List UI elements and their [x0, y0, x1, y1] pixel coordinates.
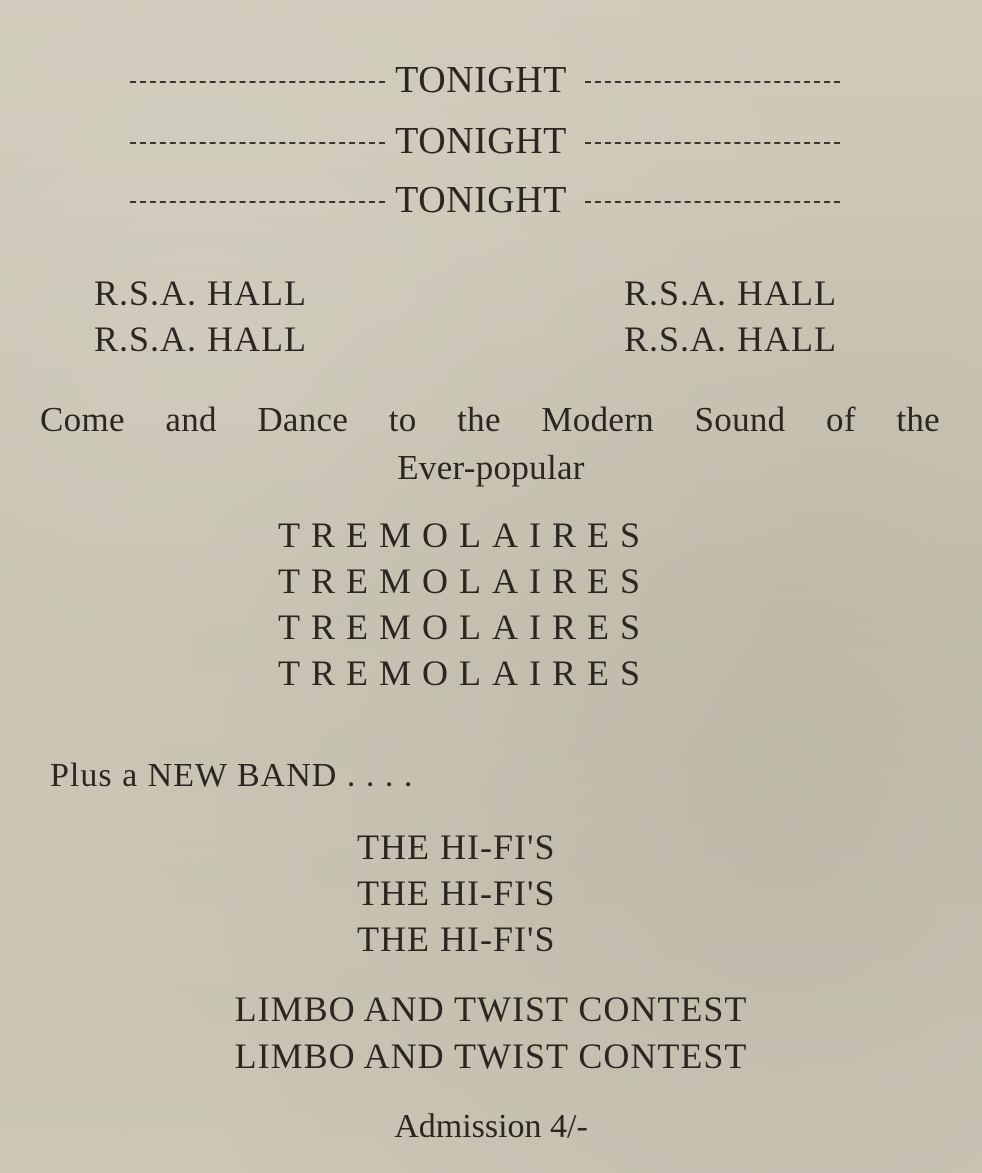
band-name-new: THE HI-FI'S	[357, 873, 556, 913]
tonight-text: TONIGHT	[395, 59, 567, 101]
tonight-row	[130, 117, 840, 165]
intro-line-1: Come and Dance to the Modern Sound of the	[40, 400, 940, 439]
tonight-row	[130, 176, 840, 224]
contest-line: LIMBO AND TWIST CONTEST	[234, 1036, 748, 1076]
dash-line	[130, 142, 385, 144]
intro-line-2: Ever-popular	[397, 448, 585, 487]
band-name-new: THE HI-FI'S	[357, 827, 556, 867]
tonight-row	[130, 56, 840, 104]
dash-line	[130, 201, 385, 203]
tonight-text: TONIGHT	[395, 179, 567, 221]
tonight-text: TONIGHT	[395, 120, 567, 162]
band-name-main: TREMOLAIRES	[278, 653, 651, 693]
dash-line	[130, 81, 385, 83]
new-band-intro: Plus a NEW BAND . . . .	[50, 757, 414, 794]
dash-line	[585, 201, 840, 203]
hall-right-2: R.S.A. HALL	[624, 319, 838, 359]
hall-left-1: R.S.A. HALL	[94, 273, 308, 313]
band-name-main: TREMOLAIRES	[278, 607, 651, 647]
hall-left-2: R.S.A. HALL	[94, 319, 308, 359]
band-name-main: TREMOLAIRES	[278, 561, 651, 601]
band-name-main: TREMOLAIRES	[278, 515, 651, 555]
hall-right-1: R.S.A. HALL	[624, 273, 838, 313]
contest-line: LIMBO AND TWIST CONTEST	[234, 989, 748, 1029]
dash-line	[585, 81, 840, 83]
admission-price: Admission 4/-	[394, 1108, 588, 1145]
band-name-new: THE HI-FI'S	[357, 919, 556, 959]
dash-line	[585, 142, 840, 144]
